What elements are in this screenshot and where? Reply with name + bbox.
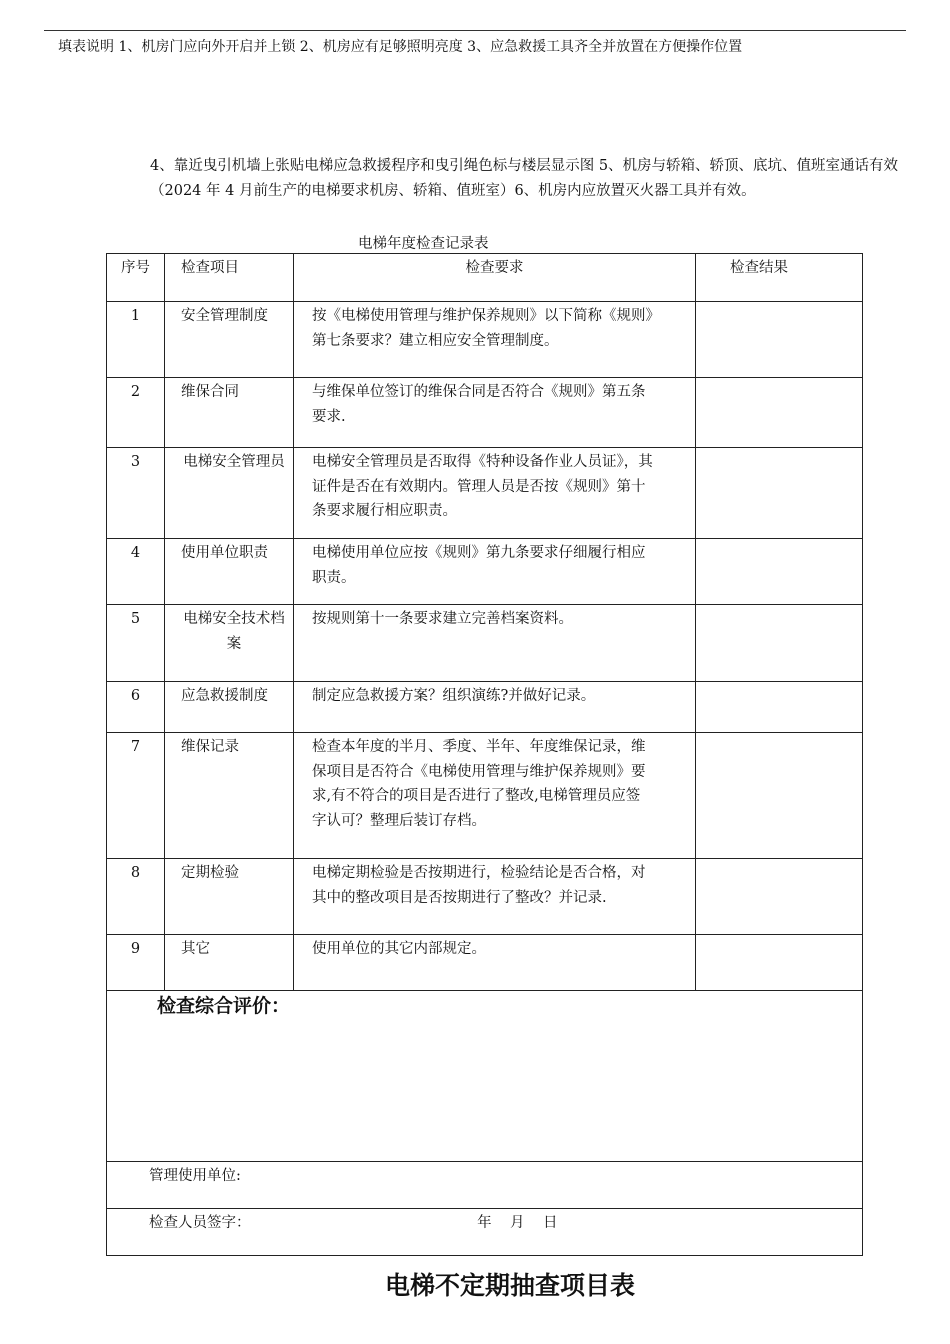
row-result-cell[interactable] [696,935,863,991]
unit-label: 管理使用单位: [149,1168,241,1184]
row-requirement: 按规则第十一条要求建立完善档案资料。 [294,605,696,682]
row-result-cell[interactable] [696,605,863,682]
row-item: 电梯安全管理员 [165,448,294,539]
top-rule [44,30,906,31]
table-row [107,935,863,991]
table-row [107,682,863,733]
table-header-row [107,254,863,302]
evaluation-row [107,991,863,1162]
row-requirement: 电梯定期检验是否按期进行，检验结论是否合格，对其中的整改项目是否按期进行了整改？并记录. [294,859,696,935]
unit-row [107,1162,863,1209]
row-item: 定期检验 [165,859,294,935]
row-item: 安全管理制度 [165,302,294,378]
date-label: 年 月 日 [477,1215,558,1231]
row-result-cell[interactable] [696,539,863,605]
row-item: 其它 [165,935,294,991]
evaluation-cell[interactable] [107,991,863,1162]
row-result-cell[interactable] [696,448,863,539]
next-section-title: 电梯不定期抽查项目表 [384,1271,635,1300]
row-requirement: 电梯安全管理员是否取得《特种设备作业人员证》，其证件是否在有效期内。管理人员是否按《规则》第十条要求履行相应职责。 [294,448,696,539]
row-seq: 9 [107,935,165,991]
row-seq: 1 [107,302,165,378]
row-item: 维保合同 [165,378,294,448]
row-result-cell[interactable] [696,733,863,859]
row-item: 使用单位职责 [165,539,294,605]
row-requirement: 与维保单位签订的维保合同是否符合《规则》第五条要求. [294,378,696,448]
header-item: 检查项目 [165,254,294,302]
instructions-line-2: 4、靠近曳引机墙上张贴电梯应急救援程序和曳引绳色标与楼层显示图 5、机房与轿箱、轿顶、底坑、值班室通话有效（2024 年 4 月前生产的电梯要求机房、轿箱、值班室）6、机房内应放置灭火器工具并有效。 [150,158,899,199]
row-seq: 5 [107,605,165,682]
unit-cell[interactable] [107,1162,863,1209]
table-row [107,378,863,448]
header-seq: 序号 [107,254,165,302]
row-requirement: 使用单位的其它内部规定。 [294,935,696,991]
row-result-cell[interactable] [696,859,863,935]
row-item: 应急救援制度 [165,682,294,733]
header-result: 检查结果 [696,254,863,302]
signature-cell[interactable] [107,1209,863,1256]
table-row [107,605,863,682]
row-result-cell[interactable] [696,682,863,733]
table-caption: 电梯年度检查记录表 [358,236,489,252]
row-requirement: 按《电梯使用管理与维护保养规则》以下简称《规则》第七条要求？建立相应安全管理制度。 [294,302,696,378]
signature-row [107,1209,863,1256]
row-result-cell[interactable] [696,378,863,448]
row-seq: 6 [107,682,165,733]
row-requirement: 制定应急救援方案？组织演练?并做好记录。 [294,682,696,733]
row-seq: 7 [107,733,165,859]
row-item: 维保记录 [165,733,294,859]
inspection-record-table [106,253,863,1256]
table-row [107,302,863,378]
row-result-cell[interactable] [696,302,863,378]
table-row [107,733,863,859]
instructions-line-1: 填表说明 1、机房门应向外开启并上锁 2、机房应有足够照明亮度 3、应急救援工具齐全并放置在方便操作位置 [58,39,743,55]
row-seq: 2 [107,378,165,448]
table-row [107,859,863,935]
inspector-label: 检查人员签字： [149,1215,251,1231]
row-seq: 3 [107,448,165,539]
table-row [107,448,863,539]
row-seq: 4 [107,539,165,605]
row-requirement: 检查本年度的半月、季度、半年、年度维保记录，维保项目是否符合《电梯使用管理与维护保养规则》要求,有不符合的项目是否进行了整改,电梯管理员应签字认可？整理后装订存档。 [294,733,696,859]
evaluation-label: 检查综合评价： [157,995,291,1017]
row-item: 电梯安全技术档案 [165,605,294,682]
header-requirement: 检查要求 [294,254,696,302]
row-seq: 8 [107,859,165,935]
row-requirement: 电梯使用单位应按《规则》第九条要求仔细履行相应职责。 [294,539,696,605]
table-row [107,539,863,605]
